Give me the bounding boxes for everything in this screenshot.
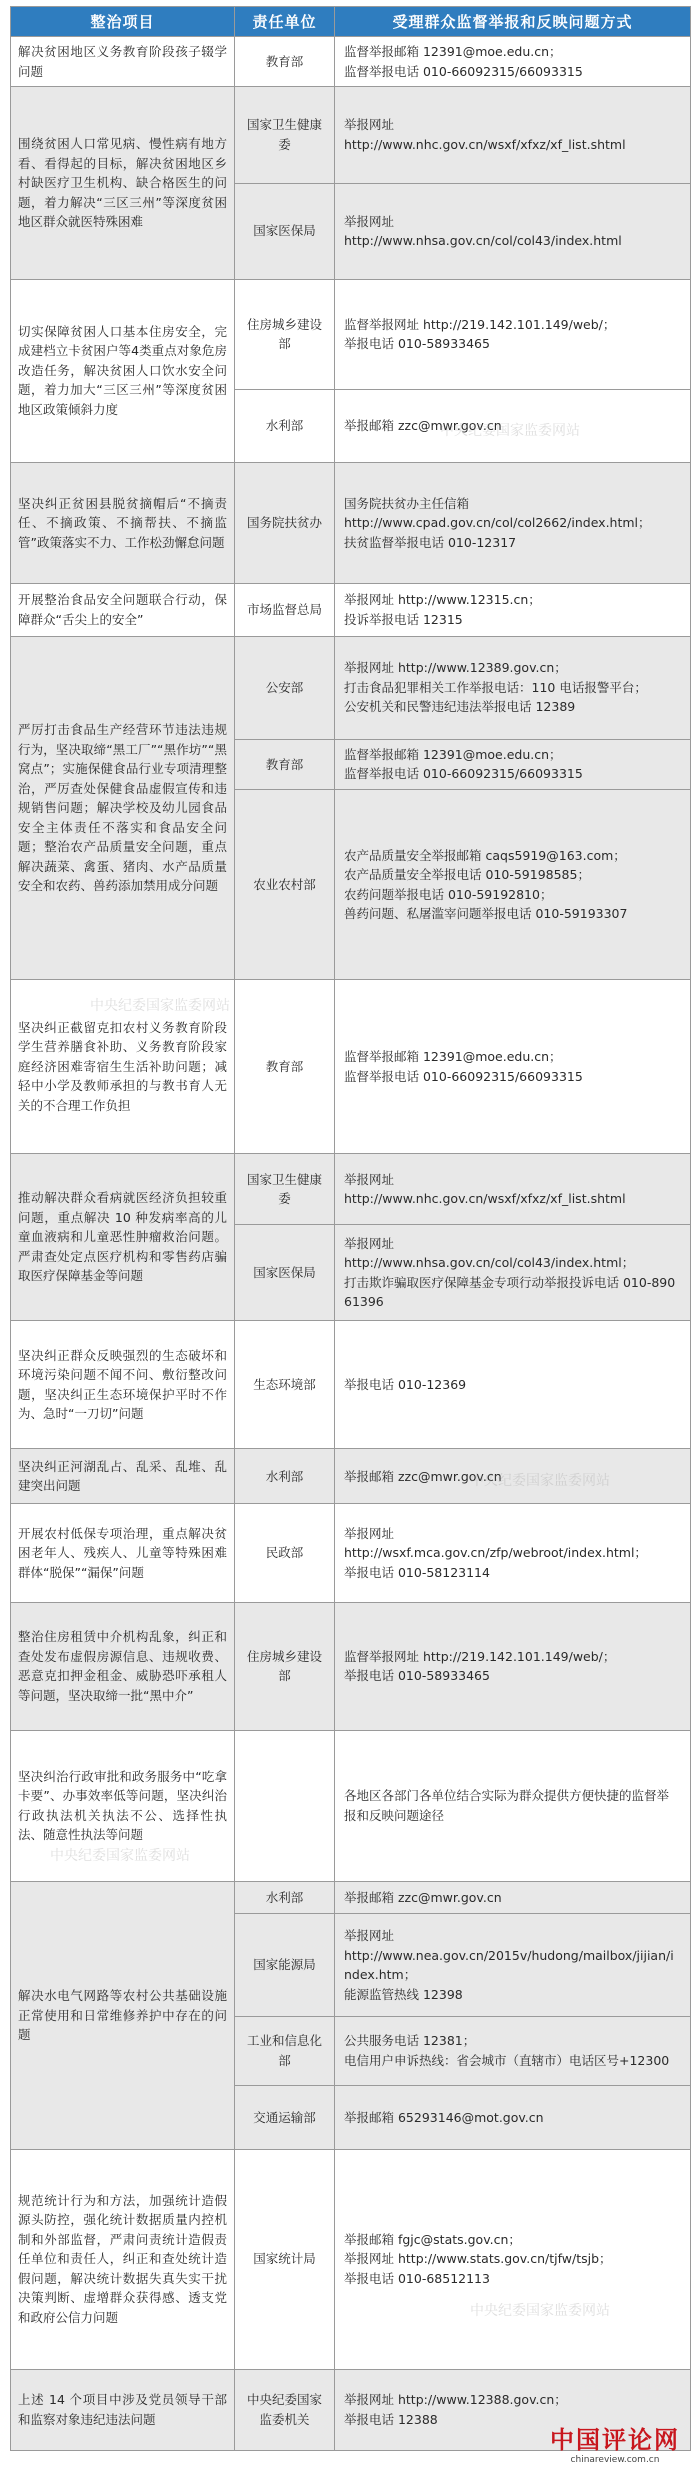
table-row <box>11 1449 691 1504</box>
item-cell: 坚决纠治行政审批和政务服务中“吃拿卡要”、办事效率低等问题，坚决纠治行政执法机关执法不公、选择性执法、随意性执法等问题 <box>11 1730 235 1881</box>
unit-cell: 工业和信息化部 <box>235 2017 335 2086</box>
unit-cell: 水利部 <box>235 389 335 462</box>
contact-cell: 举报网址 http://www.nea.gov.cn/2015v/hudong/mailbox/jijian/index.htm； 能源监管热线 12398 <box>335 1914 691 2017</box>
header-item: 整治项目 <box>11 7 235 37</box>
contact-cell: 举报网址 http://www.12315.cn； 投诉举报电话 12315 <box>335 584 691 637</box>
item-cell: 开展整治食品安全问题联合行动，保障群众“舌尖上的安全” <box>11 584 235 637</box>
item-cell: 严厉打击食品生产经营环节违法违规行为，坚决取缔“黑工厂”“黑作坊”“黑窝点”；实施保健食品行业专项清理整治，严厉查处保健食品虚假宣传和违规销售问题；解决学校及幼儿园食品安全主体责任不落实和食品安全问题；整治农产品质量安全问题，重点解决蔬菜、禽蛋、猪肉、水产品质量安全和农药、兽药添加禁用成分问题 <box>11 636 235 979</box>
header-unit: 责任单位 <box>235 7 335 37</box>
unit-cell: 民政部 <box>235 1504 335 1602</box>
table-row <box>11 1881 691 1913</box>
item-cell: 围绕贫困人口常见病、慢性病有地方看、看得起的目标，解决贫困地区乡村缺医疗卫生机构、缺合格医生的问题，着力解决“三区三州”等深度贫困地区群众就医特殊困难 <box>11 87 235 279</box>
contact-cell: 举报网址 http://www.12388.gov.cn； 举报电话 12388 <box>335 2369 691 2450</box>
item-cell: 坚决纠正贫困县脱贫摘帽后“不摘责任、不摘政策、不摘帮扶、不摘监管”政策落实不力、工作松劲懈怠问题 <box>11 462 235 583</box>
contact-cell: 举报网址 http://www.12389.gov.cn； 打击食品犯罪相关工作举报电话：110 电话报警平台； 公安机关和民警违纪违法举报电话 12389 <box>335 636 691 739</box>
unit-cell: 生态环境部 <box>235 1321 335 1449</box>
table-row <box>11 1321 691 1449</box>
contact-cell: 举报邮箱 zzc@mwr.gov.cn <box>335 389 691 462</box>
item-cell: 坚决纠正群众反映强烈的生态破坏和环境污染问题不闻不问、敷衍整改问题，坚决纠正生态环境保护平时不作为、急时“一刀切”问题 <box>11 1321 235 1449</box>
unit-cell: 中央纪委国家监委机关 <box>235 2369 335 2450</box>
table-row <box>11 980 691 1154</box>
table-row <box>11 636 691 739</box>
header-contact: 受理群众监督举报和反映问题方式 <box>335 7 691 37</box>
contact-cell: 举报网址 http://www.nhsa.gov.cn/col/col43/index.html； 打击欺诈骗取医疗保障基金专项行动举报投诉电话 010-89061396 <box>335 1225 691 1321</box>
site-logo: 中国评论网 chinareview.com.cn <box>550 2425 680 2465</box>
watermark: 中央纪委国家监委网站 <box>470 1473 610 1489</box>
unit-cell: 教育部 <box>235 37 335 87</box>
table-row <box>11 1504 691 1602</box>
table-row <box>11 37 691 87</box>
item-cell: 解决贫困地区义务教育阶段孩子辍学问题 <box>11 37 235 87</box>
contact-cell: 举报网址 http://www.nhc.gov.cn/wsxf/xfxz/xf_list.shtml <box>335 87 691 183</box>
item-cell: 坚决纠正河湖乱占、乱采、乱堆、乱建突出问题 <box>11 1449 235 1504</box>
contact-cell: 监督举报邮箱 12391@moe.edu.cn； 监督举报电话 010-66092315/66093315 <box>335 980 691 1154</box>
contact-cell: 举报邮箱 zzc@mwr.gov.cn <box>335 1881 691 1913</box>
table-row <box>11 462 691 583</box>
unit-cell: 教育部 <box>235 739 335 789</box>
contact-cell: 监督举报网址 http://219.142.101.149/web/； 举报电话 010-58933465 <box>335 279 691 389</box>
unit-cell: 公安部 <box>235 636 335 739</box>
contact-cell: 举报电话 010-12369 <box>335 1321 691 1449</box>
contact-cell: 公共服务电话 12381； 电信用户申诉热线：省会城市（直辖市）电话区号+12300 <box>335 2017 691 2086</box>
watermark: 中央纪委国家监委网站 <box>440 423 580 439</box>
unit-cell: 住房城乡建设部 <box>235 279 335 389</box>
unit-cell: 国家医保局 <box>235 1225 335 1321</box>
contact-cell: 农产品质量安全举报邮箱 caqs5919@163.com； 农产品质量安全举报电话 010-59198585； 农药问题举报电话 010-59192810； 兽药问题、私屠滥宰问题举报电话 010-59193307 <box>335 790 691 980</box>
item-cell: 规范统计行为和方法，加强统计造假源头防控，强化统计数据质量内控机制和外部监督，严肃问责统计造假责任单位和责任人，纠正和查处统计造假问题，解决统计数据失真失实干扰决策判断、虚增群众获得感、透支党和政府公信力问题 <box>11 2149 235 2369</box>
unit-cell: 国家能源局 <box>235 1914 335 2017</box>
watermark: 中央纪委国家监委网站 <box>90 998 230 1014</box>
unit-cell: 教育部 <box>235 980 335 1154</box>
table-header-row <box>11 7 691 37</box>
unit-cell: 国家卫生健康委 <box>235 1154 335 1225</box>
item-cell: 解决水电气网路等农村公共基础设施正常使用和日常维修养护中存在的问题 <box>11 1881 235 2149</box>
unit-cell: 国家医保局 <box>235 183 335 279</box>
unit-cell: 交通运输部 <box>235 2085 335 2149</box>
unit-cell: 水利部 <box>235 1449 335 1504</box>
item-cell: 切实保障贫困人口基本住房安全，完成建档立卡贫困户等4类重点对象危房改造任务，解决贫困人口饮水安全问题，着力加大“三区三州”等深度贫困地区政策倾斜力度 <box>11 279 235 462</box>
item-cell: 推动解决群众看病就医经济负担较重问题，重点解决 10 种发病率高的儿童血液病和儿童恶性肿瘤救治问题。严肃查处定点医疗机构和零售药店骗取医疗保障基金等问题 <box>11 1154 235 1321</box>
unit-cell: 国家卫生健康委 <box>235 87 335 183</box>
unit-cell: 市场监督总局 <box>235 584 335 637</box>
contact-cell: 国务院扶贫办主任信箱 http://www.cpad.gov.cn/col/col2662/index.html； 扶贫监督举报电话 010-12317 <box>335 462 691 583</box>
unit-cell <box>235 1730 335 1881</box>
unit-cell: 住房城乡建设部 <box>235 1602 335 1730</box>
contact-cell: 监督举报网址 http://219.142.101.149/web/； 举报电话 010-58933465 <box>335 1602 691 1730</box>
table-row <box>11 1602 691 1730</box>
supervision-table <box>10 6 691 2451</box>
table-row <box>11 279 691 389</box>
contact-cell: 举报网址 http://wsxf.mca.gov.cn/zfp/webroot/index.html； 举报电话 010-58123114 <box>335 1504 691 1602</box>
contact-cell: 举报邮箱 65293146@mot.gov.cn <box>335 2085 691 2149</box>
contact-cell: 各地区各部门各单位结合实际为群众提供方便快捷的监督举报和反映问题途径 <box>335 1730 691 1881</box>
item-cell: 开展农村低保专项治理，重点解决贫困老年人、残疾人、儿童等特殊困难群体“脱保”“漏保”问题 <box>11 1504 235 1602</box>
item-cell: 整治住房租赁中介机构乱象，纠正和查处发布虚假房源信息、违规收费、恶意克扣押金租金、威胁恐吓承租人等问题，坚决取缔一批“黑中介” <box>11 1602 235 1730</box>
table-row <box>11 584 691 637</box>
unit-cell: 国家统计局 <box>235 2149 335 2369</box>
unit-cell: 水利部 <box>235 1881 335 1913</box>
table-row <box>11 1154 691 1225</box>
contact-cell: 监督举报邮箱 12391@moe.edu.cn； 监督举报电话 010-66092315/66093315 <box>335 739 691 789</box>
contact-cell: 举报邮箱 fgjc@stats.gov.cn； 举报网址 http://www.stats.gov.cn/tjfw/tsjb； 举报电话 010-68512113 <box>335 2149 691 2369</box>
unit-cell: 农业农村部 <box>235 790 335 980</box>
table-row <box>11 2149 691 2369</box>
watermark: 中央纪委国家监委网站 <box>50 1848 190 1864</box>
item-cell: 上述 14 个项目中涉及党员领导干部和监察对象违纪违法问题 <box>11 2369 235 2450</box>
contact-cell: 举报网址 http://www.nhsa.gov.cn/col/col43/index.html <box>335 183 691 279</box>
contact-cell: 举报网址 http://www.nhc.gov.cn/wsxf/xfxz/xf_list.shtml <box>335 1154 691 1225</box>
item-cell: 坚决纠正截留克扣农村义务教育阶段学生营养膳食补助、义务教育阶段家庭经济困难寄宿生生活补助问题；减轻中小学及教师承担的与教书育人无关的不合理工作负担 <box>11 980 235 1154</box>
watermark: 中央纪委国家监委网站 <box>470 2303 610 2319</box>
contact-cell: 举报邮箱 zzc@mwr.gov.cn <box>335 1449 691 1504</box>
unit-cell: 国务院扶贫办 <box>235 462 335 583</box>
table-row <box>11 1730 691 1881</box>
table-row <box>11 87 691 183</box>
contact-cell: 监督举报邮箱 12391@moe.edu.cn； 监督举报电话 010-66092315/66093315 <box>335 37 691 87</box>
